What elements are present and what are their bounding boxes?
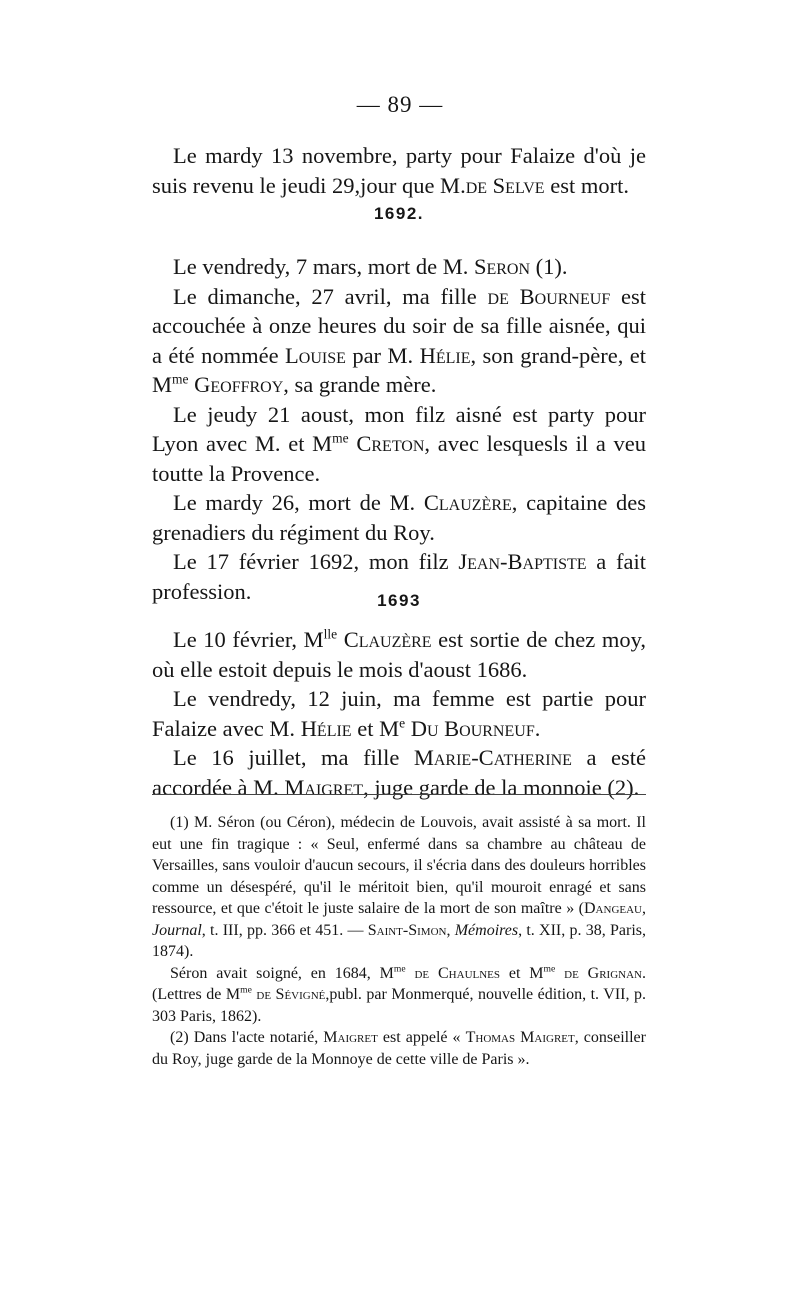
paragraph: Le 17 février 1692, mon filz Jean-Baptiste a fait profession. — [152, 549, 647, 604]
person-name: Seron — [473, 254, 531, 279]
entry-block-1691 — [152, 141, 646, 200]
paragraph: Le 10 février, $M^{lle}$ Clauzère est sortie de chez moy, où elle estoit depuis le mois d'aoust 1686. — [152, 626, 647, 682]
paragraph: Le mardy 26, mort de M. Clauzère, capitaine des grenadiers du régiment du Roy. — [152, 490, 646, 545]
person-name: de Bourneuf — [487, 283, 611, 309]
paragraph: Le vendredy, 7 mars, mort de M. Seron (1). — [173, 254, 568, 279]
paragraph: Le 16 juillet, ma fille Marie-Catherine a esté accordée à M. Maigret, juge garde de la monnoie (2). — [152, 745, 646, 800]
paragraph: Le jeudy 21 aoust, mon filz aisné est party pour Lyon avec M. et $M^{me}$ Creton, avec lesquesls il a veu toutte la Provence. — [152, 401, 646, 486]
person-name: Marie-Catherine — [413, 745, 572, 770]
person-name: de Selve — [465, 172, 545, 198]
footnote-divider — [152, 794, 646, 795]
person-name: Hélie — [300, 715, 352, 741]
year-heading-1692: 1692. — [373, 204, 425, 223]
person-name: Creton — [356, 431, 425, 456]
page-number: — 89 — — [356, 92, 444, 117]
paragraph: Le mardy 13 novembre, party pour Falaize d'où je suis revenu le jeudi 29,jour que M.de Selve est mort. — [152, 143, 646, 198]
person-name: Clauzère — [423, 490, 512, 515]
footnote-1: (1) M. Séron (ou Céron), médecin de Louvois, avait assisté à sa mort. Il eut une fin tragique : « Seul, enfermé dans sa chambre au château de Versailles, sans vouloir d'aucun secours, il s'écria dans des douleurs horribles comme un désespéré, qu'il le méritoit bien, qu'il mouroit enragé et sans ressource, et que c'étoit le juste salaire de la mort de son maître » (Dangeau, Journal, t. III, pp. 366 et 451. — Saint-Simon, Mémoires, t. XII, p. 38, Paris, 1874). — [152, 814, 646, 960]
paragraph: Le dimanche, 27 avril, ma fille de Bourneuf est accouchée à onze heures du soir de sa fille aisnée, qui a été nommée Louise par M. Hélie, son grand-père, et $M^{me}$ Geoffroy, sa grande mère. — [152, 283, 646, 397]
person-name: Jean-Baptiste — [458, 549, 587, 574]
person-name: Maigret — [284, 774, 364, 800]
person-name: Louise — [285, 342, 346, 368]
footnotes — [152, 812, 646, 1070]
person-name: Hélie — [419, 342, 471, 368]
year-heading-1693: 1693 — [377, 591, 421, 610]
entry-block-1692 — [152, 252, 646, 606]
entry-block-1693 — [152, 625, 646, 802]
person-name: Geoffroy — [194, 372, 284, 397]
paragraph: Le vendredy, 12 juin, ma femme est partie pour Falaize avec M. Hélie et Me Du Bourneuf. — [152, 686, 646, 741]
person-name: Du Bourneuf — [410, 715, 535, 741]
footnote-1-continued: Séron avait soigné, en 1684, $M^{me}$ de Chaulnes et $M^{me}$ de Grignan. (Lettres de $M^{me}$ de Sévigné,publ. par Monmerqué, nouvelle édition, t. VII, p. 303 Paris, 1862). — [152, 963, 647, 1025]
footnote-2: (2) Dans l'acte notarié, Maigret est appelé « Thomas Maigret, conseiller du Roy, juge garde de la Monnoye de cette ville de Paris ». — [152, 1029, 646, 1068]
person-name: Clauzère — [343, 627, 432, 652]
